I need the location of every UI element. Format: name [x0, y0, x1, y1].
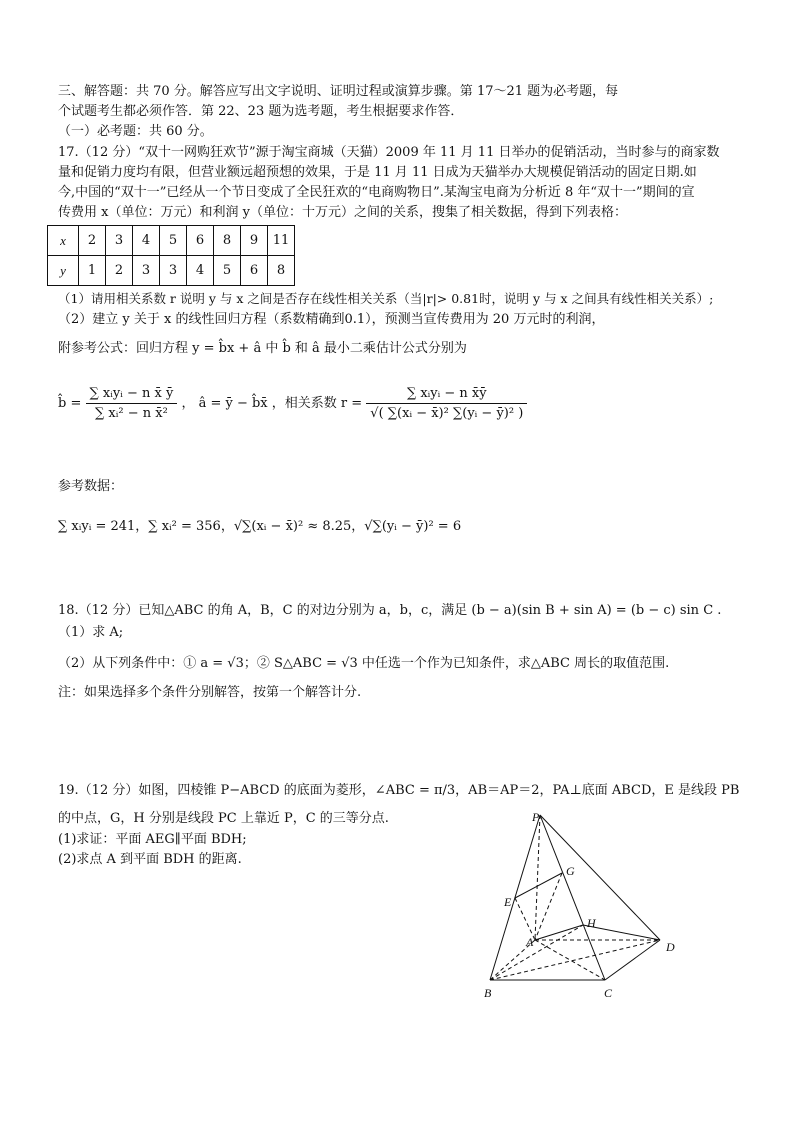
table-cell-y-label: y [48, 256, 79, 286]
table-cell: 4 [187, 256, 214, 286]
reference-data-label: 参考数据： [58, 479, 124, 494]
b-hat-label: b̂ = [58, 396, 82, 411]
table-cell: 4 [133, 226, 160, 256]
table-cell: 3 [133, 256, 160, 286]
r-numerator: ∑ xᵢyᵢ − n x̄ȳ [366, 386, 527, 404]
a-hat-and-r-label: ， â = ȳ − b̂x̄ ，相关系数 r = [181, 396, 363, 411]
b-hat-denominator: ∑ xᵢ² − n x̄² [95, 406, 168, 421]
q17-part2: （2）建立 y 关于 x 的线性回归方程（系数精确到0.1），预测当宣传费用为 20 万元时的利润， [58, 312, 605, 327]
edge-AC [535, 940, 605, 980]
label-A: A [526, 935, 534, 949]
q17-text-line4: 传费用 x（单位：万元）和利润 y（单位：十万元）之间的关系，搜集了相关数据，得到下列表格： [58, 205, 627, 220]
table-cell-x-label: x [48, 226, 79, 256]
edge-CD [605, 940, 660, 980]
q17-text-line2: 量和促销力度均有限，但营业额远超预想的效果，于是 11 月 11 日成为天猫举办大规模促销活动的固定日期.如 [58, 165, 697, 180]
r-denominator: √( ∑(xᵢ − x̄)² ∑(yᵢ − ȳ)² ) [370, 406, 524, 421]
edge-PA [535, 815, 540, 940]
label-H: H [587, 916, 596, 930]
edge-HA [535, 925, 583, 940]
label-P: P [532, 810, 540, 824]
r-fraction [366, 386, 527, 421]
edge-EA [515, 898, 535, 940]
table-cell: 11 [268, 226, 295, 256]
q19-text-line2: 的中点，G，H 分别是线段 PC 上靠近 P，C 的三等分点. [58, 811, 389, 826]
table-cell: 3 [160, 256, 187, 286]
q18-note: 注：如果选择多个条件分别解答，按第一个解答计分. [58, 685, 362, 700]
table-cell: 5 [214, 256, 241, 286]
q19-part2: (2)求点 A 到平面 BDH 的距离. [58, 852, 242, 867]
q17-text-line3: 今,中国的“双十一”已经从一个节日变成了全民狂欢的“电商购物日”.某淘宝电商为分析近 8 年“双十一”期间的宣 [58, 185, 695, 200]
table-row-x [48, 226, 295, 256]
table-cell: 8 [268, 256, 295, 286]
table-cell: 1 [79, 256, 106, 286]
q18-text-line1: 18.（12 分）已知△ABC 的角 A，B，C 的对边分别为 a，b，c，满足 (b − a)(sin B + sin A) = (b − c) sin C . [58, 603, 722, 618]
q17-text-line1: 17.（12 分）“双十一网购狂欢节”源于淘宝商城（天猫）2009 年 11 月 11 日举办的促销活动，当时参与的商家数 [58, 145, 720, 160]
q17-data-table [47, 225, 295, 286]
q19-part1: (1)求证：平面 AEG∥平面 BDH; [58, 832, 247, 847]
edge-BD [490, 940, 660, 980]
edge-EG [515, 873, 562, 898]
table-cell: 6 [187, 226, 214, 256]
q19-text-line1: 19.（12 分）如图，四棱锥 P−ABCD 的底面为菱形，∠ABC = π/3，AB＝AP＝2，PA⊥底面 ABCD，E 是线段 PB [58, 783, 740, 798]
table-cell: 3 [106, 226, 133, 256]
q17-part1: （1）请用相关系数 r 说明 y 与 x 之间是否存在线性相关关系（当|r|> 0.81时，说明 y 与 x 之间具有线性相关关系）; [58, 291, 714, 306]
b-hat-fraction [86, 386, 178, 421]
table-cell: 8 [214, 226, 241, 256]
label-E: E [504, 895, 512, 909]
b-hat-numerator: ∑ xᵢyᵢ − n x̄ ȳ [86, 386, 178, 404]
edge-GA [535, 873, 562, 940]
q18-part2: （2）从下列条件中：① a = √3；② S△ABC = √3 中任选一个作为已知条件，求△ABC 周长的取值范围. [58, 656, 670, 671]
edge-PD [540, 815, 660, 940]
table-cell: 5 [160, 226, 187, 256]
b-hat-formula [58, 386, 527, 421]
q18-part1: （1）求 A; [58, 625, 124, 640]
label-G: G [566, 864, 575, 878]
label-B: B [484, 986, 492, 1000]
table-cell: 6 [241, 256, 268, 286]
section-heading-line2: 个试题考生都必须作答．第 22、23 题为选考题，考生根据要求作答． [58, 104, 464, 119]
label-D: D [666, 940, 675, 954]
section-heading-line1: 三、解答题：共 70 分。解答应写出文字说明、证明过程或演算步骤。第 17～21 题为必考题，每 [58, 84, 619, 99]
reference-data-values: ∑ xᵢyᵢ = 241，∑ xᵢ² = 356，√∑(xᵢ − x̄)² ≈ 8.25，√∑(yᵢ − ȳ)² = 6 [58, 519, 462, 534]
q17-reference-formula: 附参考公式：回归方程 y = b̂x + â 中 b̂ 和 â 最小二乘估计公式分别为 [58, 341, 467, 356]
section-heading-line3: （一）必考题：共 60 分。 [58, 124, 213, 139]
table-row-y [48, 256, 295, 286]
table-cell: 9 [241, 226, 268, 256]
label-C: C [604, 986, 613, 1000]
table-cell: 2 [79, 226, 106, 256]
pyramid-figure [470, 805, 690, 1005]
table-cell: 2 [106, 256, 133, 286]
